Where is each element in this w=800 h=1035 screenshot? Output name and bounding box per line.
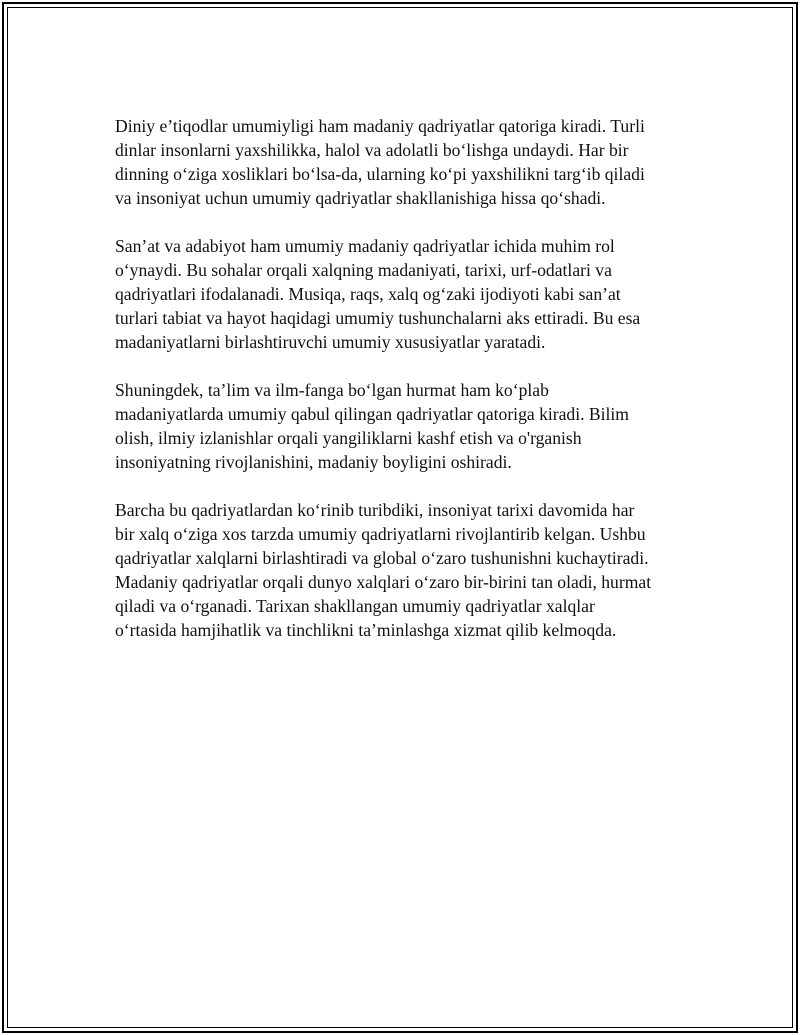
text-line: madaniyatlarda umumiy qabul qilingan qadriyatlar qatoriga kiradi. Bilim	[115, 404, 629, 424]
paragraph-religion	[115, 114, 690, 210]
text-line: Shuningdek, ta’lim va ilm-fanga boʻlgan hurmat ham koʻplab	[115, 380, 549, 400]
text-line: madaniyatlarni birlashtiruvchi umumiy xususiyatlar yaratadi.	[115, 332, 546, 352]
text-line: dinning oʻziga xosliklari boʻlsa-da, ularning koʻpi yaxshilikni targʻib qiladi	[115, 164, 645, 184]
text-line: qadriyatlari ifodalanadi. Musiqa, raqs, xalq ogʻzaki ijodiyoti kabi san’at	[115, 284, 621, 304]
text-line: Madaniy qadriyatlar orqali dunyo xalqlari oʻzaro bir-birini tan oladi, hurmat	[115, 572, 652, 592]
text-line: oʻrtasida hamjihatlik va tinchlikni ta’minlashga xizmat qilib kelmoqda.	[115, 620, 617, 640]
paragraph-conclusion	[115, 498, 690, 642]
document-body	[115, 114, 690, 666]
text-line: San’at va adabiyot ham umumiy madaniy qadriyatlar ichida muhim rol	[115, 236, 615, 256]
text-line: qiladi va oʻrganadi. Tarixan shakllangan umumiy qadriyatlar xalqlar	[115, 596, 595, 616]
text-line: Barcha bu qadriyatlardan koʻrinib turibdiki, insoniyat tarixi davomida har	[115, 500, 635, 520]
text-line: qadriyatlar xalqlarni birlashtiradi va global oʻzaro tushunishni kuchaytiradi.	[115, 548, 649, 568]
text-line: Diniy e’tiqodlar umumiyligi ham madaniy qadriyatlar qatoriga kiradi. Turli	[115, 116, 645, 136]
text-line: olish, ilmiy izlanishlar orqali yangiliklarni kashf etish va o'rganish	[115, 428, 582, 448]
text-line: oʻynaydi. Bu sohalar orqali xalqning madaniyati, tarixi, urf-odatlari va	[115, 260, 612, 280]
text-line: insoniyatning rivojlanishini, madaniy boyligini oshiradi.	[115, 452, 512, 472]
paragraph-art-literature	[115, 234, 690, 354]
text-line: turlari tabiat va hayot haqidagi umumiy tushunchalarni aks ettiradi. Bu esa	[115, 308, 641, 328]
text-line: bir xalq oʻziga xos tarzda umumiy qadriyatlarni rivojlantirib kelgan. Ushbu	[115, 524, 646, 544]
text-line: va insoniyat uchun umumiy qadriyatlar shakllanishiga hissa qoʻshadi.	[115, 188, 606, 208]
text-line: dinlar insonlarni yaxshilikka, halol va adolatli boʻlishga undaydi. Har bir	[115, 140, 629, 160]
paragraph-education-science	[115, 378, 690, 474]
